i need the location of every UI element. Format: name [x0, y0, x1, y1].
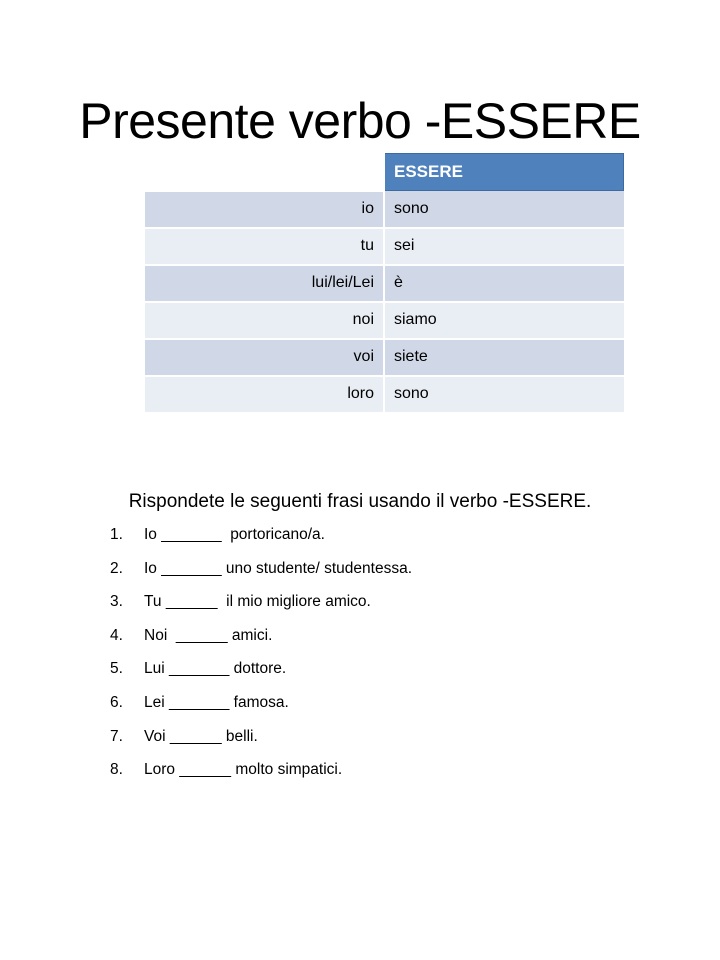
conjugation-table [145, 153, 624, 414]
table-row [145, 339, 624, 376]
table-row [145, 228, 624, 265]
exercise-sentence: Lui _______ dottore. [144, 660, 287, 678]
table-cell-form: siete [384, 339, 624, 376]
exercise-number: 1. [110, 526, 123, 543]
table-row [145, 265, 624, 302]
exercise-sentence: Loro ______ molto simpatici. [144, 761, 343, 779]
table-cell-form: sei [384, 228, 624, 265]
table-cell-pronoun: noi [145, 302, 384, 339]
exercise-instructions: Rispondete le seguenti frasi usando il verbo -ESSERE. [128, 491, 592, 512]
table-row [145, 191, 624, 228]
table-row [145, 302, 624, 339]
list-item [110, 522, 670, 556]
exercise-number: 4. [110, 626, 123, 644]
table-cell-pronoun: loro [145, 376, 384, 413]
list-item [110, 623, 670, 657]
table-cell-pronoun: lui/lei/Lei [145, 265, 384, 302]
table-header-verb: ESSERE [384, 154, 624, 191]
table-cell-form: sono [384, 376, 624, 413]
table-cell-form: siamo [384, 302, 624, 339]
list-item [110, 589, 670, 623]
table-cell-pronoun: voi [145, 339, 384, 376]
exercise-sentence: Io _______ uno studente/ studentessa. [144, 559, 413, 577]
table-header-pronoun [145, 154, 384, 191]
list-item [110, 690, 670, 724]
exercise-number: 8. [110, 761, 123, 779]
list-item [110, 556, 670, 590]
exercise-sentence: Noi ______ amici. [144, 626, 273, 644]
exercise-sentence: Io _______ portoricano/a. [144, 526, 325, 543]
exercise-sentence: Tu ______ il mio migliore amico. [144, 593, 371, 611]
table-cell-pronoun: tu [145, 228, 384, 265]
exercise-number: 6. [110, 693, 123, 711]
exercise-list [110, 522, 670, 791]
table-row [145, 376, 624, 413]
table-cell-form: è [384, 265, 624, 302]
exercise-number: 5. [110, 660, 123, 678]
exercise-sentence: Lei _______ famosa. [144, 693, 289, 711]
exercise-number: 3. [110, 593, 123, 611]
list-item [110, 656, 670, 690]
table-cell-form: sono [384, 191, 624, 228]
exercise-number: 7. [110, 727, 123, 745]
table-header-row [145, 154, 624, 191]
exercise-number: 2. [110, 559, 123, 577]
page-title: Presente verbo -ESSERE [79, 93, 641, 149]
list-item [110, 724, 670, 758]
table-cell-pronoun: io [145, 191, 384, 228]
exercise-sentence: Voi ______ belli. [144, 727, 258, 745]
list-item [110, 757, 670, 791]
